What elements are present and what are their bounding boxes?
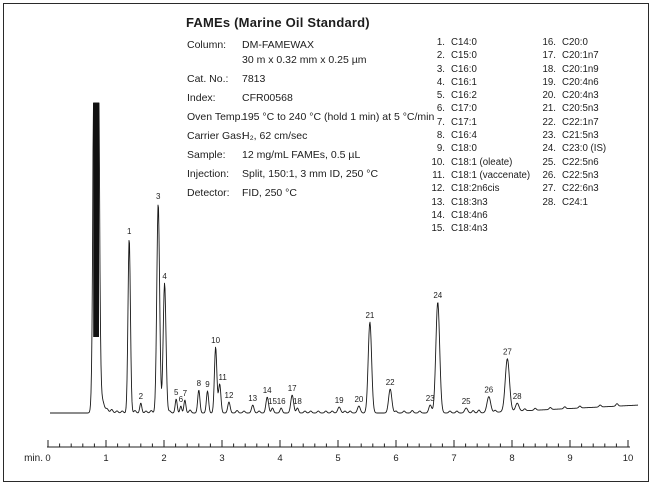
peak-list-number: 26. xyxy=(542,169,556,181)
peak-label: 11 xyxy=(218,373,227,382)
peak-list-number: 28. xyxy=(542,196,556,208)
method-value: DM-FAMEWAX xyxy=(242,39,314,51)
peak-list-name: C14:0 xyxy=(451,37,477,48)
peak-list-number: 10. xyxy=(431,156,445,168)
method-label: Sample: xyxy=(187,149,226,161)
method-label: Index: xyxy=(187,92,216,104)
axis-tick-label: 2 xyxy=(161,453,167,464)
peak-list-number: 24. xyxy=(542,143,556,155)
peak-list-name: C23:0 (IS) xyxy=(562,143,607,155)
peak-list-name: C16:1 xyxy=(451,76,477,88)
peak-label: 2 xyxy=(138,392,144,401)
peak-list-number: 18. xyxy=(542,63,556,75)
peak-label: 18 xyxy=(292,397,302,406)
peak-list-number: 13. xyxy=(431,196,445,208)
method-value: CFR00568 xyxy=(242,92,293,104)
peak-list-number: 12. xyxy=(431,183,445,195)
peak-list-name: C21:5n3 xyxy=(562,130,599,142)
peak-label: 9 xyxy=(205,380,210,389)
method-value: 7813 xyxy=(242,73,266,85)
peak-list-number: 23. xyxy=(542,130,556,142)
peak-list-name: C16:4 xyxy=(451,130,477,142)
peak-label: 6 xyxy=(178,395,184,404)
peak-list-name: C22:5n3 xyxy=(562,169,599,181)
peak-label: 1 xyxy=(126,227,132,236)
peak-list-name: C18:3n3 xyxy=(451,196,488,208)
peak-label: 13 xyxy=(248,394,258,403)
peak-list-name: C24:1 xyxy=(562,196,588,208)
axis-tick-label: 10 xyxy=(622,453,634,464)
peak-label: 17 xyxy=(287,384,297,393)
peak-label: 25 xyxy=(461,397,471,406)
method-label: Oven Temp.: xyxy=(187,111,247,123)
axis-tick-label: 9 xyxy=(567,453,573,464)
method-label: Injection: xyxy=(187,168,230,180)
peak-list-number: 1. xyxy=(436,37,445,48)
signal-trace xyxy=(50,103,638,413)
method-value: FID, 250 °C xyxy=(242,187,297,199)
peak-list-number: 5. xyxy=(436,90,445,102)
peak-list-number: 14. xyxy=(431,209,445,221)
peak-list-number: 22. xyxy=(542,116,556,128)
peak-list-name: C18:2n6cis xyxy=(451,183,500,195)
peak-label: 22 xyxy=(385,378,395,387)
peak-list-number: 19. xyxy=(542,76,556,88)
peak-list-number: 20. xyxy=(542,90,556,102)
solvent-peak-fill xyxy=(93,103,99,337)
peak-list-name: C20:1n9 xyxy=(562,63,599,75)
method-label: Column: xyxy=(187,39,227,51)
peak-label: 28 xyxy=(512,392,522,402)
axis-tick-label: 6 xyxy=(393,453,399,464)
peak-list-number: 3. xyxy=(436,63,445,75)
peak-label: 4 xyxy=(162,272,167,281)
peak-label: 14 xyxy=(262,386,272,395)
peak-label: 23 xyxy=(425,394,435,403)
peak-list-number: 17. xyxy=(542,50,556,62)
axis-unit-label: min. xyxy=(24,453,43,464)
peak-list-number: 6. xyxy=(436,103,445,115)
peak-list-name: C16:0 xyxy=(451,63,477,75)
peak-label: 16 xyxy=(276,397,286,406)
axis-tick-label: 3 xyxy=(219,453,225,464)
peak-label: 3 xyxy=(155,192,161,201)
peak-list-number: 11. xyxy=(432,169,445,181)
peak-list-name: C20:1n7 xyxy=(562,50,599,62)
peak-list-number: 9. xyxy=(436,143,445,155)
peak-list-name: C16:2 xyxy=(451,90,477,102)
peak-label: 21 xyxy=(365,311,375,320)
axis-tick-label: 1 xyxy=(103,453,109,464)
peak-list-name: C18:1 (oleate) xyxy=(451,156,513,168)
axis-tick-label: 0 xyxy=(45,453,51,464)
method-label: Detector: xyxy=(187,187,230,199)
peak-label: 19 xyxy=(334,396,344,405)
peak-label: 26 xyxy=(484,385,494,395)
chromatogram-trace xyxy=(50,103,638,413)
peak-list-name: C22:1n7 xyxy=(562,116,599,128)
method-label: Carrier Gas: xyxy=(187,130,245,142)
peak-list-number: 8. xyxy=(436,130,445,142)
peak-label: 12 xyxy=(224,391,234,400)
method-label: Cat. No.: xyxy=(187,73,229,85)
peak-list-number: 16. xyxy=(542,37,556,48)
method-value: 195 °C to 240 °C (hold 1 min) at 5 °C/min xyxy=(242,111,435,123)
peak-list-number: 25. xyxy=(542,156,556,168)
method-value: 12 mg/mL FAMEs, 0.5 µL xyxy=(242,149,361,161)
peak-list-number: 2. xyxy=(436,50,445,62)
peak-list-name: C17:1 xyxy=(451,116,477,128)
peak-list-number: 27. xyxy=(542,183,556,195)
peak-list-name: C15:0 xyxy=(451,50,477,62)
method-value: Split, 150:1, 3 mm ID, 250 °C xyxy=(242,168,379,180)
page-title: FAMEs (Marine Oil Standard) xyxy=(186,15,370,30)
time-axis xyxy=(24,440,633,464)
peak-list-name: C18:4n3 xyxy=(451,223,488,235)
peak-list-name: C18:4n6 xyxy=(451,209,488,221)
peak-list-name: C18:0 xyxy=(451,143,477,155)
axis-tick-label: 5 xyxy=(335,453,341,464)
peak-list-name: C18:1 (vaccenate) xyxy=(451,169,531,181)
peak-list-name: C20:5n3 xyxy=(562,103,599,115)
peak-list-number: 7. xyxy=(436,116,445,128)
peak-label: 24 xyxy=(433,291,443,300)
peak-label: 15 xyxy=(268,397,277,406)
peak-label: 20 xyxy=(354,395,364,404)
peak-list-name: C22:6n3 xyxy=(562,183,599,195)
peak-list-name: C20:0 xyxy=(562,37,588,48)
peak-list-number: 21. xyxy=(542,103,556,115)
axis-tick-label: 7 xyxy=(451,453,457,464)
axis-tick-label: 8 xyxy=(509,453,515,464)
peak-list-name: C22:5n6 xyxy=(562,156,599,168)
peak-label: 7 xyxy=(182,389,188,398)
peak-list-name: C20:4n6 xyxy=(562,76,599,88)
peak-label: 27 xyxy=(502,347,512,357)
peak-number-labels xyxy=(127,192,522,406)
method-value: H₂, 62 cm/sec xyxy=(242,130,308,142)
peak-list-name: C17:0 xyxy=(451,103,477,115)
peak-list-name: C20:4n3 xyxy=(562,90,599,102)
method-value: 30 m x 0.32 mm x 0.25 µm xyxy=(242,54,367,66)
peak-label: 5 xyxy=(173,388,179,397)
peak-label: 10 xyxy=(211,336,221,345)
peak-list-number: 15. xyxy=(431,223,445,235)
axis-tick-label: 4 xyxy=(277,453,283,464)
peak-label: 8 xyxy=(196,379,202,388)
peak-list-number: 4. xyxy=(436,76,445,88)
